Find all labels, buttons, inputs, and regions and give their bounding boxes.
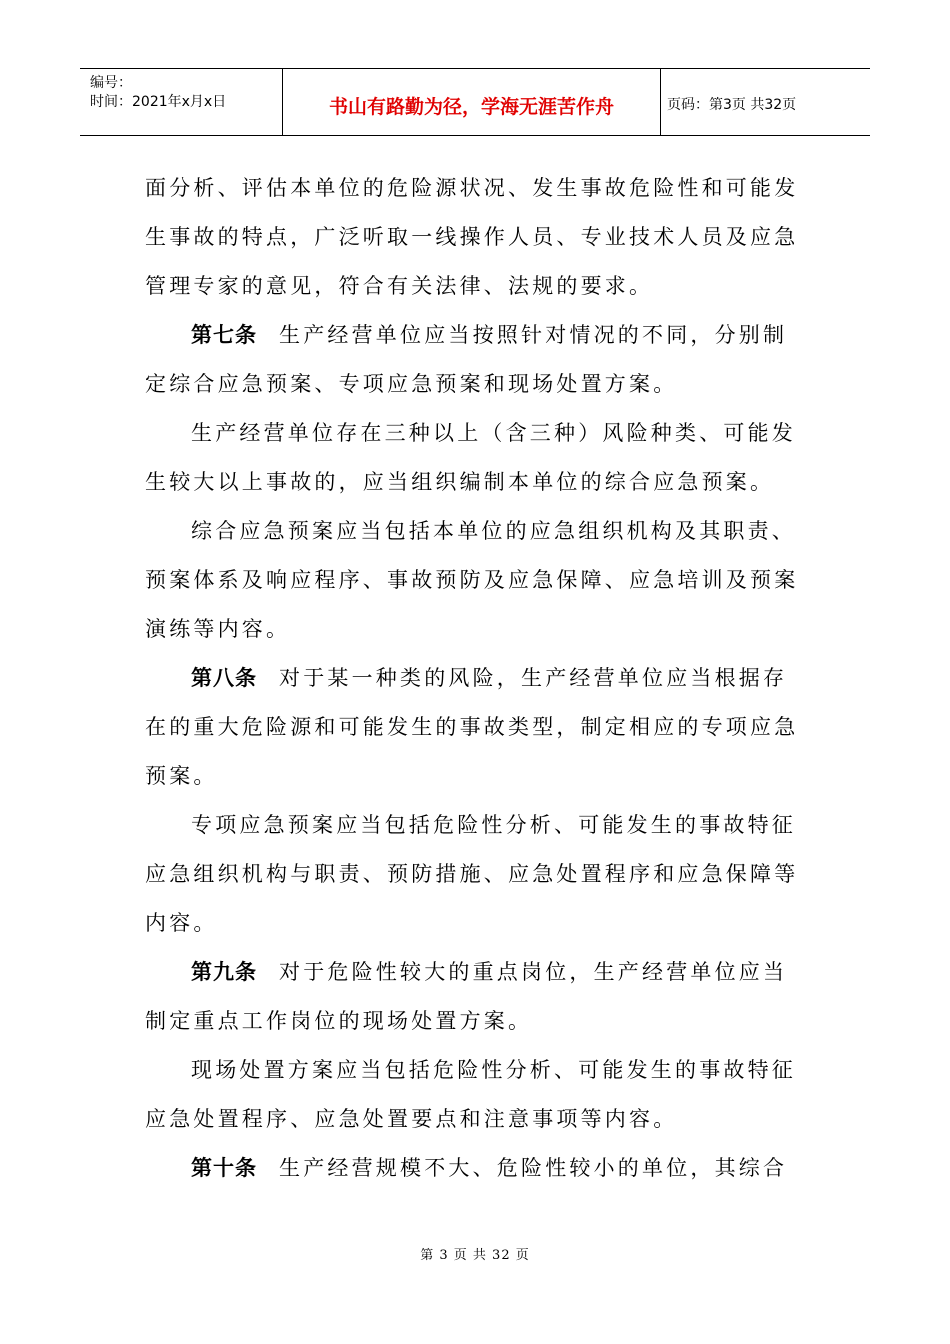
paragraph-text: 生产经营单位存在三种以上（含三种）风险种类、可能发生较大以上事故的，应当组织编制本单位的综合应急预案。 [145,421,796,494]
paragraph [145,311,810,409]
paragraph [145,409,810,507]
paragraph [145,948,810,1046]
paragraph [145,801,810,948]
page-footer: 第 3 页 共 32 页 [420,1248,530,1263]
article-number: 第七条 [191,323,257,347]
paragraph [145,1046,810,1144]
paragraph-text: 综合应急预案应当包括本单位的应急组织机构及其职责、预案体系及响应程序、事故预防及应急保障、应急培训及预案演练等内容。 [145,519,799,641]
time-label: 时间：2021年x月x日 [90,94,227,110]
paragraph-text: 对于某一种类的风险，生产经营单位应当根据存在的重大危险源和可能发生的事故类型，制定相应的专项应急预案。 [145,666,799,788]
document-body [145,164,810,1193]
header-motto: 书山有路勤为径，学海无涯苦作舟 [283,69,661,135]
article-number: 第八条 [191,666,257,690]
paragraph [145,164,810,311]
header-meta [80,69,283,135]
paragraph-text: 专项应急预案应当包括危险性分析、可能发生的事故特征应急组织机构与职责、预防措施、应急处置程序和应急保障等内容。 [145,813,799,935]
page-header [80,68,870,136]
paragraph [145,507,810,654]
paragraph-text: 现场处置方案应当包括危险性分析、可能发生的事故特征应急处置程序、应急处置要点和注意事项等内容。 [145,1058,796,1131]
article-number: 第十条 [191,1156,257,1180]
article-number: 第九条 [191,960,257,984]
header-page-info: 页码：第3页 共32页 [667,97,797,113]
paragraph-text: 生产经营单位应当按照针对情况的不同，分别制定综合应急预案、专项应急预案和现场处置方案。 [145,323,788,396]
number-label: 编号： [90,75,132,91]
paragraph [145,654,810,801]
paragraph-text: 面分析、评估本单位的危险源状况、发生事故危险性和可能发生事故的特点，广泛听取一线操作人员、专业技术人员及应急管理专家的意见，符合有关法律、法规的要求。 [145,176,799,298]
paragraph-text: 对于危险性较大的重点岗位，生产经营单位应当制定重点工作岗位的现场处置方案。 [145,960,788,1033]
paragraph [145,1144,810,1193]
paragraph-text: 生产经营规模不大、危险性较小的单位，其综合 [279,1156,788,1180]
